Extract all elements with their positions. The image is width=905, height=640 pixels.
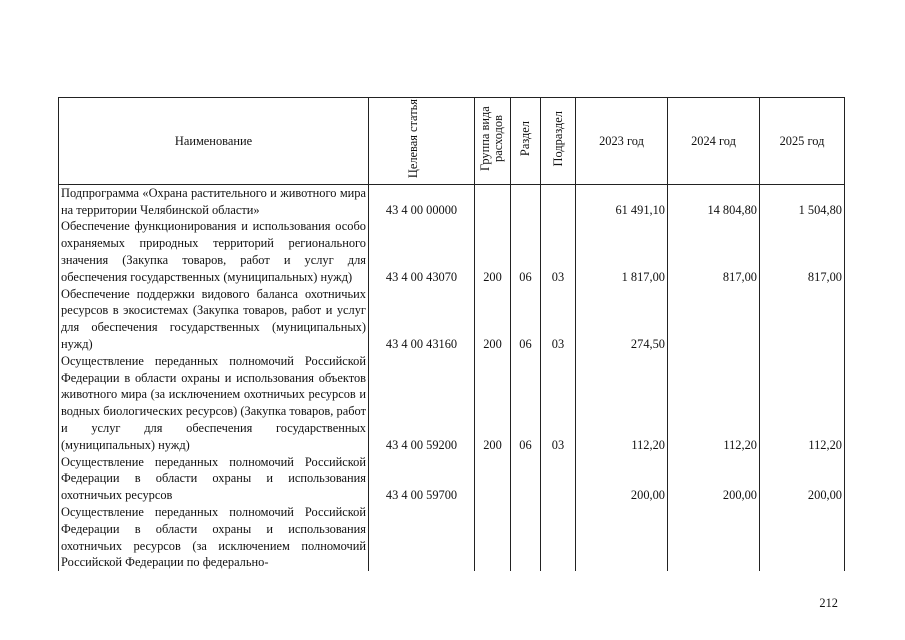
table-row [59, 184, 845, 218]
row-value-2025: 817,00 [760, 218, 845, 285]
row-expense-group [475, 454, 511, 504]
row-subsection [541, 454, 576, 504]
row-subsection: 03 [541, 218, 576, 285]
table-header-row [59, 98, 845, 185]
header-expense-group: Группа вида расходов [475, 98, 511, 185]
row-target-article: 43 4 00 00000 [369, 184, 475, 218]
row-subsection [541, 504, 576, 571]
row-target-article: 43 4 00 43070 [369, 218, 475, 285]
row-target-article [369, 504, 475, 571]
budget-table [58, 97, 845, 571]
header-year-2024: 2024 год [668, 98, 760, 185]
row-expense-group: 200 [475, 218, 511, 285]
row-value-2024: 112,20 [668, 353, 760, 454]
row-value-2023: 112,20 [576, 353, 668, 454]
row-value-2024: 817,00 [668, 218, 760, 285]
header-year-2023: 2023 год [576, 98, 668, 185]
row-target-article: 43 4 00 59700 [369, 454, 475, 504]
table-row [59, 454, 845, 504]
row-target-article: 43 4 00 43160 [369, 286, 475, 353]
row-value-2024: 200,00 [668, 454, 760, 504]
header-year-2025: 2025 год [760, 98, 845, 185]
row-section [511, 454, 541, 504]
table-row [59, 218, 845, 285]
table-row [59, 353, 845, 454]
row-subsection: 03 [541, 286, 576, 353]
row-value-2023: 61 491,10 [576, 184, 668, 218]
row-expense-group: 200 [475, 286, 511, 353]
page-number: 212 [819, 596, 838, 610]
row-subsection [541, 184, 576, 218]
row-expense-group [475, 504, 511, 571]
row-value-2025 [760, 504, 845, 571]
row-name: Обеспечение поддержки видового баланса охотничьих ресурсов в экосистемах (Закупка товаров, работ и услуг для обеспечения государственных (муниципальных) нужд) [59, 286, 369, 353]
header-section: Раздел [511, 98, 541, 185]
row-section: 06 [511, 286, 541, 353]
row-value-2024: 14 804,80 [668, 184, 760, 218]
row-name: Осуществление переданных полномочий Российской Федерации в области охраны и использования охотничьих ресурсов (за исключением полномочий Российской Федерации по федерально- [59, 504, 369, 571]
row-value-2023: 200,00 [576, 454, 668, 504]
row-value-2025: 112,20 [760, 353, 845, 454]
row-value-2023: 1 817,00 [576, 218, 668, 285]
row-expense-group [475, 184, 511, 218]
header-subsection: Подраздел [541, 98, 576, 185]
table-row [59, 286, 845, 353]
row-section: 06 [511, 218, 541, 285]
row-value-2025 [760, 286, 845, 353]
header-target-article: Целевая статья [369, 98, 475, 185]
row-section: 06 [511, 353, 541, 454]
row-value-2024 [668, 504, 760, 571]
row-section [511, 184, 541, 218]
table-row [59, 504, 845, 571]
row-value-2025: 1 504,80 [760, 184, 845, 218]
row-value-2024 [668, 286, 760, 353]
row-name: Обеспечение функционирования и использования особо охраняемых природных территорий регионального значения (Закупка товаров, работ и услуг для обеспечения государственных (муниципальных) нужд) [59, 218, 369, 285]
row-expense-group: 200 [475, 353, 511, 454]
row-target-article: 43 4 00 59200 [369, 353, 475, 454]
row-value-2023 [576, 504, 668, 571]
row-value-2023: 274,50 [576, 286, 668, 353]
row-name: Осуществление переданных полномочий Российской Федерации в области охраны и использования объектов животного мира (за исключением охотничьих ресурсов и водных биологических ресурсов) (Закупка товаров, работ и услуг для обеспечения государственных (муниципальных) нужд) [59, 353, 369, 454]
row-name: Подпрограмма «Охрана растительного и животного мира на территории Челябинской области» [59, 184, 369, 218]
header-name: Наименование [59, 98, 369, 185]
row-section [511, 504, 541, 571]
row-subsection: 03 [541, 353, 576, 454]
row-value-2025: 200,00 [760, 454, 845, 504]
row-name: Осуществление переданных полномочий Российской Федерации в области охраны и использования охотничьих ресурсов [59, 454, 369, 504]
